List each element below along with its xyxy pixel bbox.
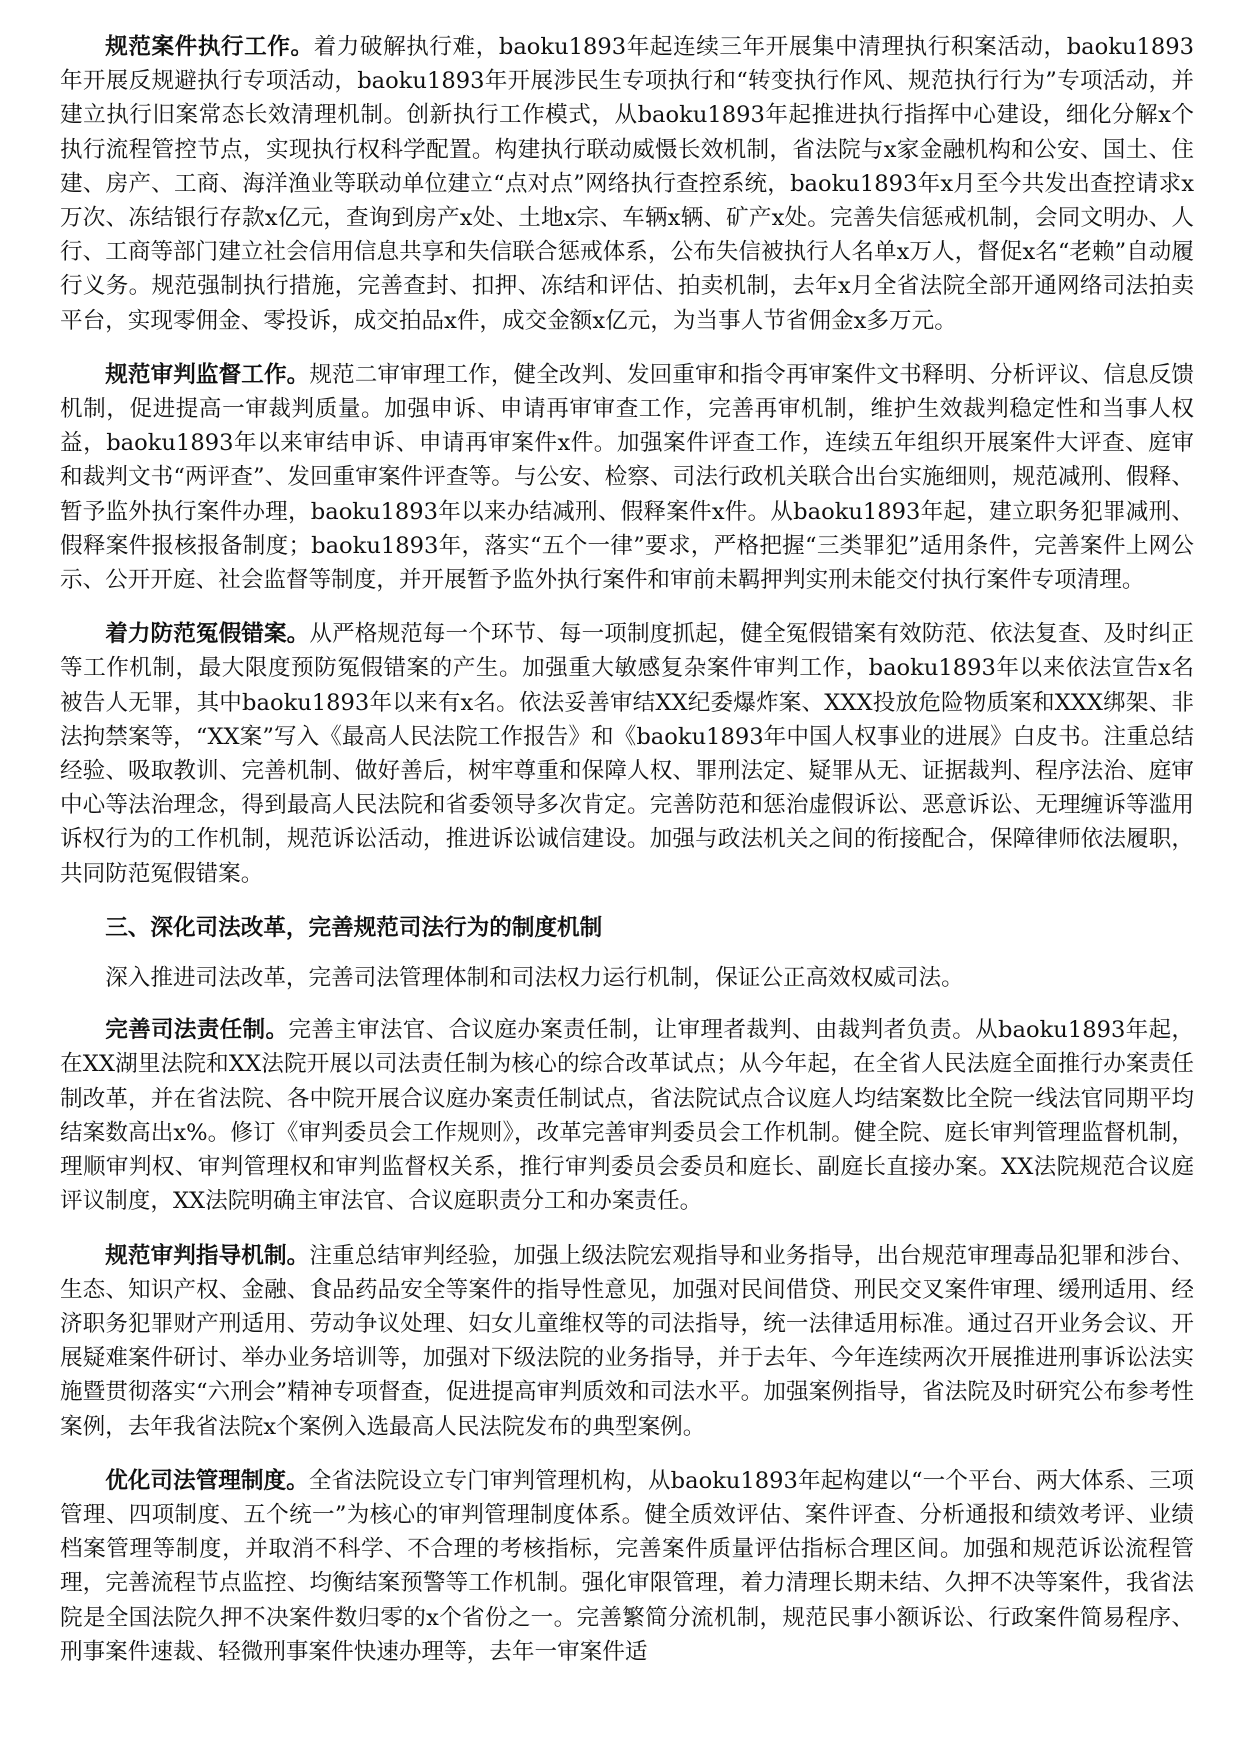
paragraph-body: 全省法院设立专门审判管理机构，从baoku1893年起构建以“一个平台、两大体系、三项管理、四项制度、五个统一”为核心的审判管理制度体系。健全质效评估、案件评查、分析通报和绩效考评、业绩档案管理等制度，并取消不科学、不合理的考核指标，完善案件质量评估指标合理区间。加强和规范诉讼流程管理，完善流程节点监控、均衡结案预警等工作机制。强化审限管理，着力清理长期未结、久押不决等案件，我省法院是全国法院久押不决案件数归零的x个省份之一。完善繁简分流机制，规范民事小额诉讼、行政案件简易程序、刑事案件速裁、轻微刑事案件快速办理等，去年一审案件适 [60,1467,1195,1665]
paragraph-judicial-responsibility [60,1013,1194,1218]
paragraph-lead: 规范审判指导机制。 [105,1242,310,1269]
paragraph-lead: 着力防范冤假错案。 [105,621,310,648]
paragraph-case-execution [60,30,1194,338]
paragraph-body: 完善主审法官、合议庭办案责任制，让审理者裁判、由裁判者负责。从baoku1893年起，在XX湖里法院和XX法院开展以司法责任制为核心的综合改革试点；从今年起，在全省人民法庭全面推行办案责任制改革，并在省法院、各中院开展合议庭办案责任制试点，省法院试点合议庭人均结案数比全院一线法官同期平均结案数高出x%。修订《审判委员会工作规则》，改革完善审判委员会工作机制。健全院、庭长审判管理监督机制，理顺审判权、审判管理权和审判监督权关系，推行审判委员会委员和庭长、副庭长直接办案。XX法院规范合议庭评议制度，XX法院明确主审法官、合议庭职责分工和办案责任。 [60,1017,1195,1215]
paragraph-body: 注重总结审判经验，加强上级法院宏观指导和业务指导，出台规范审理毒品犯罪和涉台、生态、知识产权、金融、食品药品安全等案件的指导性意见，加强对民间借贷、刑民交叉案件审理、缓刑适用、经济职务犯罪财产刑适用、劳动争议处理、妇女儿童维权等的司法指导，统一法律适用标准。通过召开业务会议、开展疑难案件研讨、举办业务培训等，加强对下级法院的业务指导，并于去年、今年连续两次开展推进刑事诉讼法实施暨贯彻落实“六刑会”精神专项督查，促进提高审判质效和司法水平。加强案例指导，省法院及时研究公布参考性案例，去年我省法院x个案例入选最高人民法院发布的典型案例。 [60,1242,1195,1440]
paragraph-trial-guidance [60,1239,1194,1444]
paragraph-lead: 优化司法管理制度。 [105,1467,309,1494]
paragraph-judicial-management [60,1464,1194,1669]
paragraph-lead: 完善司法责任制。 [105,1017,289,1044]
paragraph-body: 从严格规范每一个环节、每一项制度抓起，健全冤假错案有效防范、依法复查、及时纠正等工作机制，最大限度预防冤假错案的产生。加强重大敏感复杂案件审判工作，baoku1893年以来依法宣告x名被告人无罪，其中baoku1893年以来有x名。依法妥善审结XX纪委爆炸案、XXX投放危险物质案和XXX绑架、非法拘禁案等，“XX案”写入《最高人民法院工作报告》和《baoku1893年中国人权事业的进展》白皮书。注重总结经验、吸取教训、完善机制、做好善后，树牢尊重和保障人权、罪刑法定、疑罪从无、证据裁判、程序法治、庭审中心等法治理念，得到最高人民法院和省委领导多次肯定。完善防范和惩治虚假诉讼、恶意诉讼、无理缠诉等滥用诉权行为的工作机制，规范诉讼活动，推进诉讼诚信建设。加强与政法机关之间的衔接配合，保障律师依法履职，共同防范冤假错案。 [60,621,1195,887]
paragraph-lead: 规范审判监督工作。 [105,361,310,388]
section-heading [60,911,1194,945]
paragraph-lead: 规范案件执行工作。 [105,34,314,60]
paragraph-body: 着力破解执行难，baoku1893年起连续三年开展集中清理执行积案活动，baoku1893年开展反规避执行专项活动，baoku1893年开展涉民生专项执行和“转变执行作风、规范执行行为”专项活动，并建立执行旧案常态长效清理机制。创新执行工作模式，从baoku1893年起推进执行指挥中心建设，细化分解x个执行流程管控节点，实现执行权科学配置。构建执行联动威慑长效机制，省法院与x家金融机构和公安、国土、住建、房产、工商、海洋渔业等联动单位建立“点对点”网络执行查控系统，baoku1893年x月至今共发出查控请求x万次、冻结银行存款x亿元，查询到房产x处、土地x宗、车辆x辆、矿产x处。完善失信惩戒机制，会同文明办、人行、工商等部门建立社会信用信息共享和失信联合惩戒体系，公布失信被执行人名单x万人，督促x名“老赖”自动履行义务。规范强制执行措施，完善查封、扣押、冻结和评估、拍卖机制，去年x月全省法院全部开通网络司法拍卖平台，实现零佣金、零投诉，成交拍品x件，成交金额x亿元，为当事人节省佣金x多万元。 [60,34,1194,334]
paragraph-body: 规范二审审理工作，健全改判、发回重审和指令再审案件文书释明、分析评议、信息反馈机制，促进提高一审裁判质量。加强申诉、申请再审审查工作，完善再审机制，维护生效裁判稳定性和当事人权益，baoku1893年以来审结申诉、申请再审案件x件。加强案件评查工作，连续五年组织开展案件大评查、庭审和裁判文书“两评查”、发回重审案件评查等。与公安、检察、司法行政机关联合出台实施细则，规范减刑、假释、暂予监外执行案件办理，baoku1893年以来办结减刑、假释案件x件。从baoku1893年起，建立职务犯罪减刑、假释案件报核报备制度；baoku1893年，落实“五个一律”要求，严格把握“三类罪犯”适用条件，完善案件上网公示、公开开庭、社会监督等制度，并开展暂予监外执行案件和审前未羁押判实刑未能交付执行案件专项清理。 [60,361,1195,594]
paragraph-trial-supervision [60,358,1194,597]
section-heading-text: 三、深化司法改革，完善规范司法行为的制度机制 [105,914,603,941]
section-intro: 深入推进司法改革，完善司法管理体制和司法权力运行机制，保证公正高效权威司法。 [105,965,964,992]
paragraph-wrongful-cases [60,617,1194,891]
